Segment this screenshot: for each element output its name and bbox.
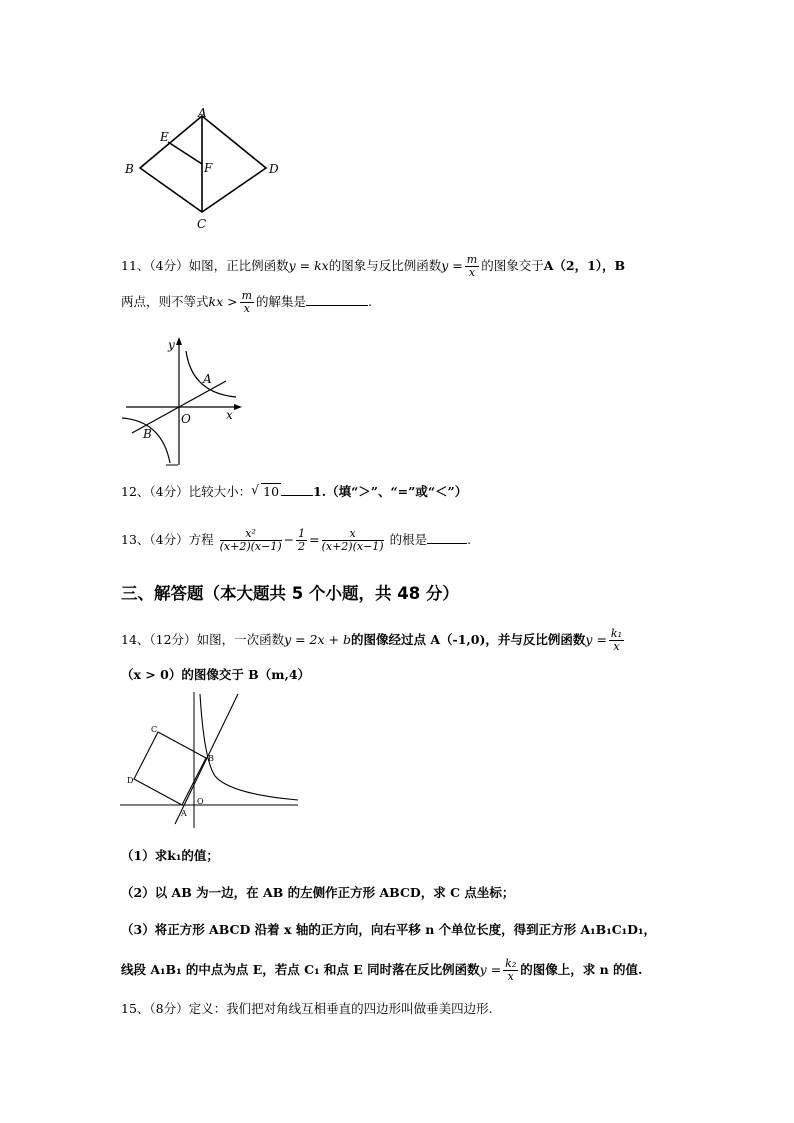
label-o: O bbox=[197, 797, 204, 806]
rhombus-figure bbox=[120, 100, 290, 235]
q14-part2: （2）以 AB 为一边，在 AB 的左侧作正方形 ABCD，求 C 点坐标； bbox=[121, 885, 515, 900]
section-heading: 三、解答题（本大题共 5 个小题，共 48 分） bbox=[121, 584, 459, 603]
q11-line2: 两点，则不等式kx > $\frac{m}{x}$ 的解集是 . bbox=[121, 289, 373, 316]
label-e: E bbox=[160, 130, 169, 144]
q14-part4: 线段 A₁B₁ 的中点为点 E，若点 C₁ 和点 E 同时落在反比例函数y = $\frac{\text{k₂}}{x}$ 的图像上，求 n 的值. bbox=[121, 957, 643, 984]
q12-line: 12、（4分）比较大小： √ 10 1.（填“＞”、“=”或“＜”） bbox=[121, 482, 468, 499]
q14-line1: 14、（12分）如图，一次函数y = 2x + b的图像经过点 A（-1,0)，并与反比例函数y = $\frac{\text{k₁}}{x}$ bbox=[121, 627, 622, 654]
label-d: D bbox=[269, 162, 279, 176]
label-a: A bbox=[181, 809, 187, 818]
label-b: B bbox=[125, 162, 134, 176]
label-b: B bbox=[143, 427, 152, 441]
label-c: C bbox=[151, 725, 158, 734]
q11-line1: 11、（4分）如图，正比例函数y = kx的图象与反比例函数y = $\frac{m}{x}$ 的图象交于A（2，1），B bbox=[121, 253, 626, 280]
label-d: D bbox=[127, 776, 134, 785]
q14-part3: （3）将正方形 ABCD 沿着 x 轴的正方向，向右平移 n 个单位长度，得到正方形 A₁B₁C₁D₁， bbox=[121, 922, 656, 937]
label-o: O bbox=[181, 412, 191, 426]
label-x: x bbox=[226, 408, 233, 422]
q15-line: 15、（8分）定义：我们把对角线互相垂直的四边形叫做垂美四边形. bbox=[121, 1001, 493, 1016]
label-f: F bbox=[204, 161, 213, 175]
q13-line: 13、（4分）方程 $\frac{\text{x²}}{(x+2)(x-1)}$ − $\frac{1}{2}$ = $\frac{x}{(x+2)(x-1)}$ 的根是 . bbox=[121, 527, 472, 554]
label-a: A bbox=[203, 372, 212, 386]
square-graph-figure bbox=[120, 690, 300, 830]
q14-part1: （1）求k₁的值； bbox=[121, 848, 219, 863]
label-y: y bbox=[168, 338, 175, 352]
label-a: A bbox=[198, 106, 207, 120]
label-c: C bbox=[197, 217, 207, 231]
hyperbola-figure bbox=[122, 335, 247, 470]
label-b: B bbox=[208, 754, 214, 763]
q14-line2: （x > 0）的图像交于 B（m,4） bbox=[121, 667, 311, 682]
